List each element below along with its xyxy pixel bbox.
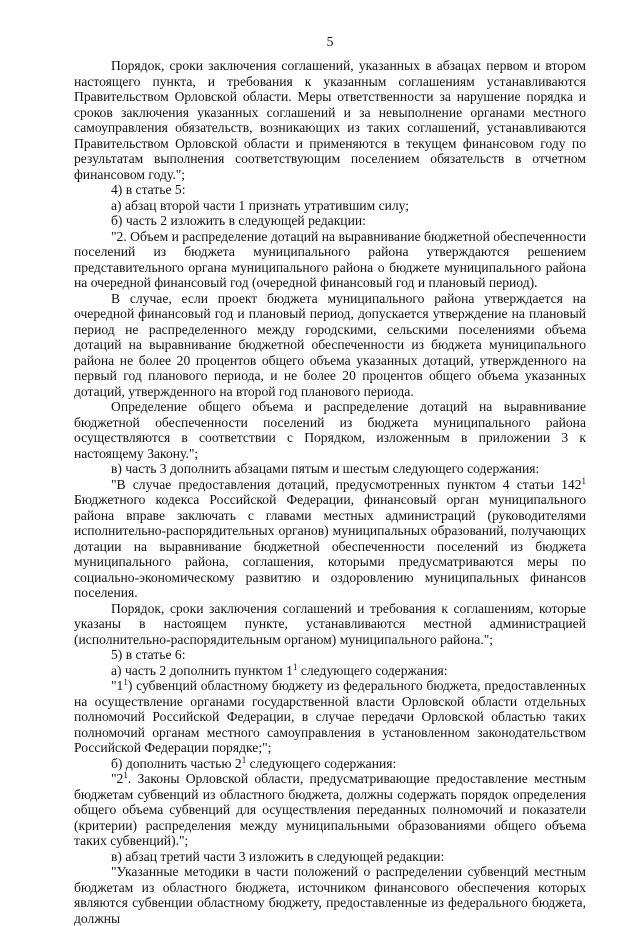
paragraph-text: "1 [111,678,124,693]
paragraph [74,213,586,229]
paragraph [74,229,586,291]
paragraph-text: а) часть 2 дополнить пунктом 1 [111,662,293,678]
superscript: 1 [292,661,298,672]
paragraph-text: Порядок, сроки заключения соглашений, указанных в абзацах первом и втором настоящего пункта, и требования к указанным соглашениям устанавливаются Правительством Орловской области. Меры ответственности за нарушение порядка и сроков заключения указанных соглашений и за невыполнение органами местного самоуправления обязательств, возникающих из таких соглашений, устанавливаются Правительством Орловской области и применяются в текущем финансовом году по результатам выполнения соответствующим поселением обязательств в отчетном финансовом году."; [74,58,586,182]
superscript: 1 [581,475,586,486]
paragraph-text-cont: следующего содержания: [246,755,397,771]
superscript: 1 [123,770,128,780]
document-body [74,58,586,926]
paragraph [74,864,586,926]
superscript: 1 [123,677,128,687]
paragraph-text-cont: ) субвенций областному бюджету из федерального бюджета, предоставленных на осуществление органами государственной власти Орловской области отдельных полномочий Российской Федерации, в случае передачи Орловской областью таких полномочий органам местного самоуправления в установленном законодательством Российской Федерации порядке;"; [74,678,586,755]
paragraph [74,291,586,400]
paragraph-text: Порядок, сроки заключения соглашений и требования к соглашениям, которые указаны в настоящем пункте, устанавливаются местной администрацией (исполнительно-распорядительным органом) муниципального района."; [74,600,586,647]
superscript: 1 [241,754,247,765]
paragraph-text: 4) в статье 5: [111,182,186,197]
paragraph-text-cont: Бюджетного кодекса Российской Федерации, финансовый орган муниципального района вправе заключать с главами местных администраций (руководителями исполнительно-распорядительных органов) муниципальных образований, получающих дотации на выравнивание бюджетной обеспеченности поселений из бюджета муниципального района, соглашения, которыми предусматриваются меры по социально-экономическому развитию и оздоровлению муниципальных финансов поселения. [74,492,586,600]
paragraph [74,756,586,772]
paragraph [74,678,586,756]
paragraph [74,58,586,182]
paragraph-text: б) часть 2 изложить в следующей редакции: [111,213,366,228]
paragraph-text: в) часть 3 дополнить абзацами пятым и шестым следующего содержания: [111,461,540,476]
paragraph [74,399,586,461]
paragraph [74,771,586,849]
paragraph-text: в) абзац третий части 3 изложить в следующей редакции: [111,848,445,864]
paragraph-text-cont: . Законы Орловской области, предусматривающие предоставление местным бюджетам субвенций из областного бюджета, должны содержать порядок определения общего объема субвенций для осуществления переданных полномочий и показатели (критерии) распределения между муниципальными образованиями общего объема таких субвенций)."; [74,771,586,848]
paragraph-text: Определение общего объема и распределение дотаций на выравнивание бюджетной обеспеченности поселений из бюджета муниципального района осуществляются в соответствии с Порядком, изложенным в приложении 3 к настоящему Закону."; [74,399,586,461]
page-number: 5 [326,34,334,49]
paragraph-text: В случае, если проект бюджета муниципального района утверждается на очередной финансовый год и плановый период, допускается утверждение на плановый период не распределенного между городскими, сельскими поселениями объема дотаций на выравнивание бюджетной обеспеченности из бюджета муниципального района не более 20 процентов общего объема указанных дотаций, утвержденного на первый год планового периода, и не более 20 процентов общего объема указанных дотаций, утвержденного на второй год планового периода. [74,290,586,399]
paragraph [74,198,586,214]
paragraph [74,477,586,601]
paragraph [74,647,586,663]
paragraph [74,849,586,865]
paragraph-text: "Указанные методики в части положений о распределении субвенций местным бюджетам из областного бюджета, источником финансового обеспечения которых являются субвенции областному бюджету, предоставленные из федерального бюджета, должны [74,864,586,926]
paragraph-text: а) абзац второй части 1 признать утратившим силу; [111,197,410,213]
paragraph [74,182,586,198]
paragraph [74,461,586,477]
paragraph [74,601,586,648]
paragraph-text: "2. Объем и распределение дотаций на выравнивание бюджетной обеспеченности поселений из бюджета муниципального района утверждаются решением представительного органа муниципального района о бюджете муниципального района на очередной финансовый год (очередной финансовый год и плановый период). [74,228,586,290]
paragraph-text-cont: следующего содержания: [297,662,448,678]
paragraph [74,663,586,679]
paragraph-text: 5) в статье 6: [111,647,186,662]
paragraph-text: "2 [111,771,124,786]
paragraph-text: б) дополнить частью 2 [111,755,242,771]
paragraph-text: "В случае предоставления дотаций, предусмотренных пунктом 4 статьи 142 [111,476,582,492]
